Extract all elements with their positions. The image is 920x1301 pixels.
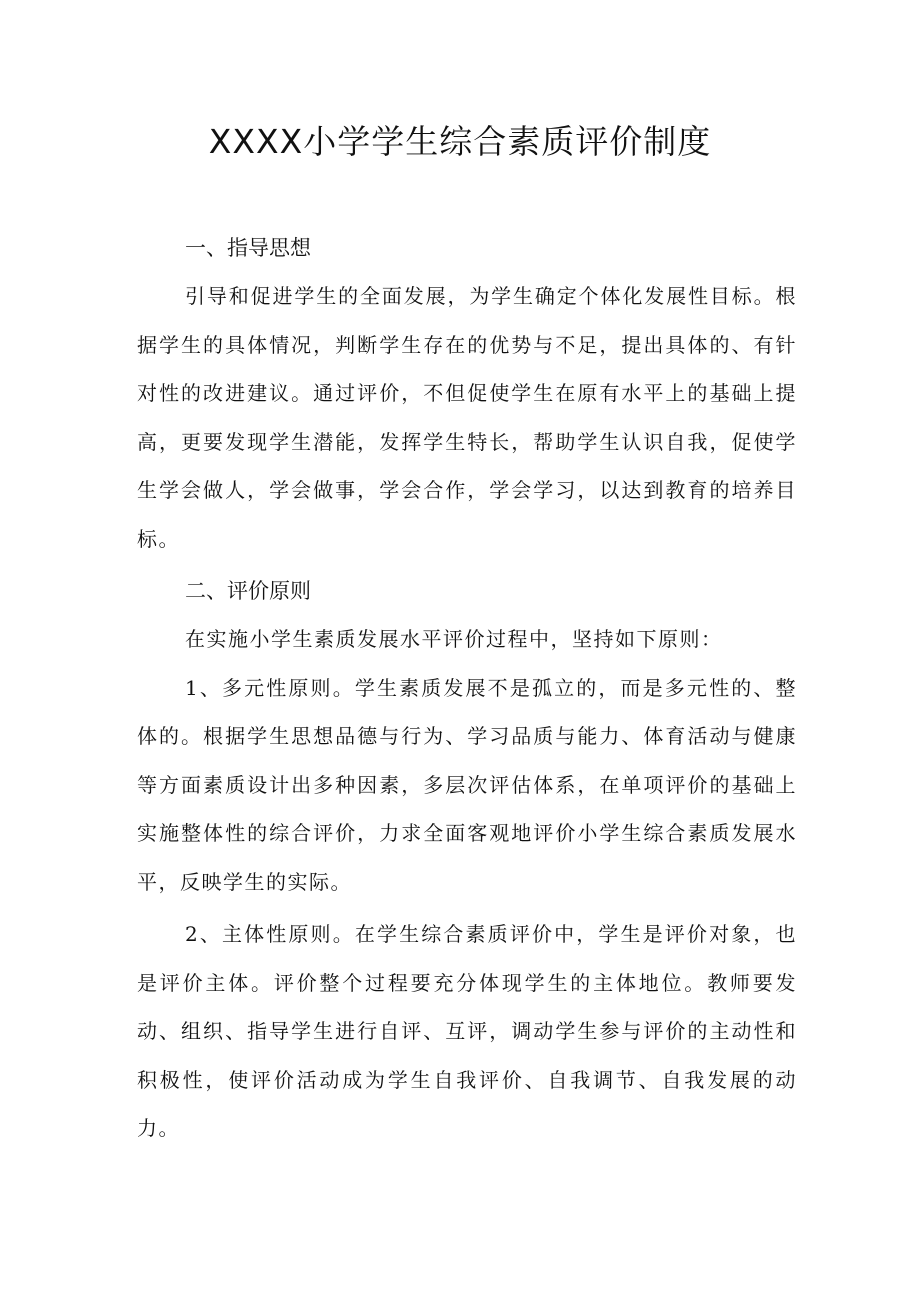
section-heading: 二、评价原则	[185, 579, 311, 603]
section-guiding-ideology	[137, 224, 797, 563]
paragraph-principle-2: 2、主体性原则。在学生综合素质评价中，学生是评价对象，也是评价主体。评价整个过程要充分体现学生的主体地位。教师要发动、组织、指导学生进行自评、互评，调动学生参与评价的主动性和积极性，使评价活动成为学生自我评价、自我调节、自我发展的动力。	[137, 922, 797, 1140]
section-evaluation-principles	[137, 567, 797, 1153]
paragraph: 在实施小学生素质发展水平评价过程中，坚持如下原则：	[185, 627, 723, 651]
paragraph: 引导和促进学生的全面发展，为学生确定个体化发展性目标。根据学生的具体情况，判断学生存在的优势与不足，提出具体的、有针对性的改进建议。通过评价，不但促使学生在原有水平上的基础上提高，更要发现学生潜能，发挥学生特长，帮助学生认识自我，促使学生学会做人，学会做事，学会合作，学会学习，以达到教育的培养目标。	[137, 284, 797, 551]
document-body	[137, 224, 797, 1153]
section-heading: 一、指导思想	[185, 236, 311, 260]
paragraph-principle-1: 1、多元性原则。学生素质发展不是孤立的，而是多元性的、整体的。根据学生思想品德与行为、学习品质与能力、体育活动与健康等方面素质设计出多种因素，多层次评估体系，在单项评价的基础上实施整体性的综合评价，力求全面客观地评价小学生综合素质发展水平，反映学生的实际。	[137, 675, 797, 894]
document-title: XXXX小学学生综合素质评价制度	[208, 122, 712, 161]
